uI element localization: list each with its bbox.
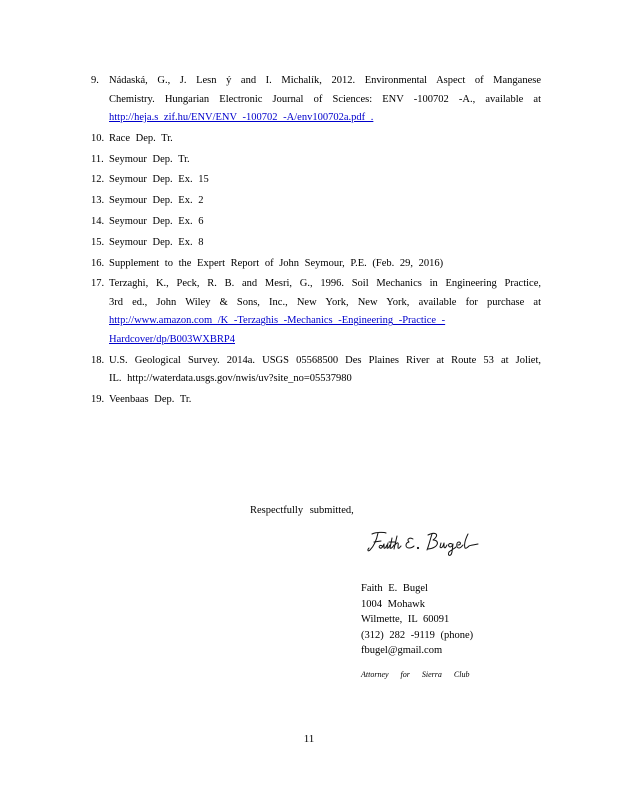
reference-text-line: IL. http://waterdata.usgs.gov/nwis/uv?site_no=05537980: [109, 373, 352, 385]
city-state-zip: Wilmette, IL 60091: [361, 614, 450, 625]
reference-text-line: Terzaghi, K., Peck, R. B. and Mesri, G., 1996. Soil Mechanics in Engineering Practice,: [109, 278, 541, 290]
reference-text-line: 3rd ed., John Wiley & Sons, Inc., New York, New York, available for purchase at: [109, 296, 541, 308]
reference-text-line: Seymour Dep. Ex. 15: [109, 174, 209, 186]
reference-text-line: Veenbaas Dep. Tr.: [109, 393, 192, 405]
reference-link[interactable]: Hardcover/dp/B003WXBRP4: [109, 333, 235, 345]
page-number: 11: [303, 733, 315, 745]
handwritten-signature-icon: [366, 528, 484, 558]
reference-link[interactable]: http://www.amazon.com /K -Terzaghis -Mechanics -Engineering -Practice -: [109, 315, 446, 327]
reference-text-line: Seymour Dep. Tr.: [109, 153, 190, 165]
reference-number: 19.: [91, 393, 105, 405]
reference-item: [91, 391, 541, 410]
reference-text-line: Race Dep. Tr.: [109, 132, 173, 144]
reference-item: [91, 192, 541, 211]
signature-block: [361, 581, 473, 682]
street-address: 1004 Mohawk: [361, 598, 425, 610]
reference-text-line: Seymour Dep. Ex. 2: [109, 195, 204, 207]
attorney-role: Attorney for Sierra Club: [361, 669, 470, 679]
reference-number: 15.: [91, 236, 105, 248]
reference-item: [91, 275, 541, 349]
reference-item: [91, 234, 541, 253]
email-address[interactable]: fbugel@gmail.com: [361, 645, 443, 656]
reference-item: [91, 130, 541, 149]
reference-number: 18.: [91, 354, 105, 366]
phone-number: (312) 282 -9119 (phone): [361, 629, 474, 641]
reference-text-line: Nádaská, G., J. Lesn ý and I. Michalík, 2012. Environmental Aspect of Manganese: [109, 75, 541, 86]
reference-text-line: U.S. Geological Survey. 2014a. USGS 05568500 Des Plaines River at Route 53 at Joliet,: [109, 354, 541, 366]
signature: [366, 528, 484, 563]
reference-number: 13.: [91, 195, 105, 207]
reference-link[interactable]: http://heja.s zif.hu/ENV/ENV -100702 -A/env100702a.pdf .: [109, 112, 374, 123]
reference-item: [91, 72, 541, 128]
attorney-name: Faith E. Bugel: [361, 583, 428, 594]
reference-number: 17.: [91, 278, 105, 290]
reference-text-line: Seymour Dep. Ex. 6: [109, 215, 204, 227]
reference-item: [91, 171, 541, 190]
reference-item: [91, 213, 541, 232]
reference-item: [91, 151, 541, 170]
reference-item: [91, 352, 541, 389]
reference-text-line: Seymour Dep. Ex. 8: [109, 236, 204, 248]
reference-number: 11.: [91, 153, 104, 165]
reference-number: 16.: [91, 257, 105, 269]
reference-number: 12.: [91, 174, 105, 186]
reference-list: [91, 72, 541, 412]
reference-text-line: Supplement to the Expert Report of John Seymour, P.E. (Feb. 29, 2016): [109, 257, 444, 269]
reference-number: 14.: [91, 215, 105, 227]
reference-item: [91, 255, 541, 274]
reference-text-line: Chemistry. Hungarian Electronic Journal of Sciences: ENV -100702 -A., available at: [109, 93, 541, 105]
closing-text: Respectfully submitted,: [250, 505, 354, 516]
reference-number: 9.: [91, 75, 99, 86]
reference-number: 10.: [91, 132, 105, 144]
